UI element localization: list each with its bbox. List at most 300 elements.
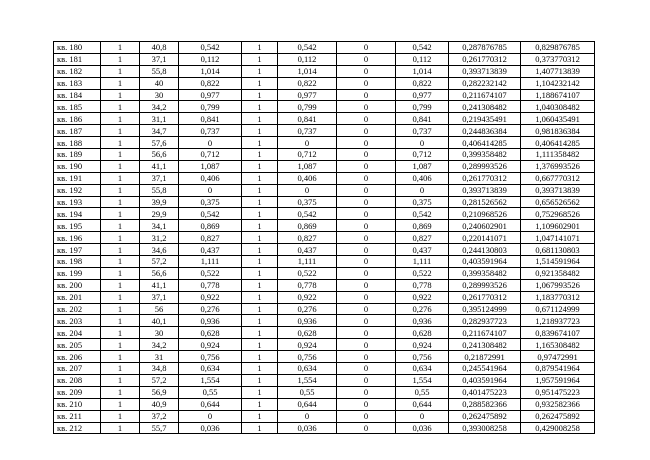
value3-cell: 0,542 [396,208,449,220]
apartment-label: кв. 190 [54,160,101,172]
value3-cell: 0 [396,137,449,149]
total-cell: 1,407713839 [521,65,595,77]
count-cell: 1 [101,65,140,77]
area-cell: 56 [140,303,179,315]
share-cell: 0,282937723 [449,315,521,327]
value2-cell: 0,375 [278,196,337,208]
zero-cell: 0 [337,160,396,172]
area-cell: 39,9 [140,196,179,208]
count-cell: 1 [101,363,140,375]
area-cell: 55,8 [140,65,179,77]
apartment-label: кв. 183 [54,77,101,89]
coef-cell: 1 [242,410,278,422]
table-row [54,172,595,184]
value-cell: 0,276 [179,303,242,315]
share-cell: 0,219435491 [449,113,521,125]
apartment-label: кв. 204 [54,327,101,339]
area-cell: 37,1 [140,53,179,65]
zero-cell: 0 [337,386,396,398]
value-cell: 0,406 [179,172,242,184]
area-cell: 31 [140,351,179,363]
value3-cell: 0,977 [396,89,449,101]
table-row [54,422,595,434]
total-cell: 0,752968526 [521,208,595,220]
table-row [54,113,595,125]
total-cell: 1,165308482 [521,339,595,351]
value-cell: 1,014 [179,65,242,77]
coef-cell: 1 [242,267,278,279]
total-cell: 1,514591964 [521,256,595,268]
table-row [54,363,595,375]
value-cell: 0,522 [179,267,242,279]
count-cell: 1 [101,256,140,268]
value2-cell: 0,542 [278,208,337,220]
total-cell: 0,656526562 [521,196,595,208]
total-cell: 0,932582366 [521,398,595,410]
share-cell: 0,281526562 [449,196,521,208]
zero-cell: 0 [337,291,396,303]
apartment-label: кв. 208 [54,374,101,386]
area-cell: 34,7 [140,125,179,137]
area-cell: 56,6 [140,267,179,279]
value2-cell: 0,036 [278,422,337,434]
value-cell: 0,827 [179,232,242,244]
area-cell: 55,7 [140,422,179,434]
count-cell: 1 [101,149,140,161]
apartment-label: кв. 181 [54,53,101,65]
apartment-label: кв. 191 [54,172,101,184]
total-cell: 1,376993526 [521,160,595,172]
apartment-label: кв. 182 [54,65,101,77]
total-cell: 1,188674107 [521,89,595,101]
area-cell: 30 [140,327,179,339]
value3-cell: 0,437 [396,244,449,256]
share-cell: 0,21872991 [449,351,521,363]
share-cell: 0,262475892 [449,410,521,422]
value3-cell: 1,087 [396,160,449,172]
coef-cell: 1 [242,339,278,351]
count-cell: 1 [101,137,140,149]
count-cell: 1 [101,220,140,232]
apartment-label: кв. 196 [54,232,101,244]
value-cell: 0,922 [179,291,242,303]
count-cell: 1 [101,422,140,434]
value2-cell: 0 [278,410,337,422]
apartment-label: кв. 202 [54,303,101,315]
apartment-label: кв. 197 [54,244,101,256]
share-cell: 0,261770312 [449,53,521,65]
share-cell: 0,403591964 [449,256,521,268]
apartment-label: кв. 189 [54,149,101,161]
coef-cell: 1 [242,101,278,113]
value2-cell: 0,55 [278,386,337,398]
coef-cell: 1 [242,53,278,65]
total-cell: 1,111358482 [521,149,595,161]
total-cell: 0,951475223 [521,386,595,398]
total-cell: 0,667770312 [521,172,595,184]
value2-cell: 0,924 [278,339,337,351]
area-cell: 34,2 [140,339,179,351]
apartment-label: кв. 205 [54,339,101,351]
table-row [54,303,595,315]
apartment-label: кв. 207 [54,363,101,375]
value2-cell: 0,628 [278,327,337,339]
count-cell: 1 [101,53,140,65]
coef-cell: 1 [242,196,278,208]
apartment-label: кв. 194 [54,208,101,220]
value3-cell: 0,644 [396,398,449,410]
value-cell: 0,112 [179,53,242,65]
share-cell: 0,393713839 [449,65,521,77]
total-cell: 0,429008258 [521,422,595,434]
zero-cell: 0 [337,327,396,339]
count-cell: 1 [101,42,140,54]
area-cell: 34,1 [140,220,179,232]
value2-cell: 0,644 [278,398,337,410]
count-cell: 1 [101,184,140,196]
table-row [54,398,595,410]
area-cell: 57,2 [140,256,179,268]
table-row [54,267,595,279]
value-cell: 0 [179,410,242,422]
value-cell: 0,841 [179,113,242,125]
coef-cell: 1 [242,149,278,161]
zero-cell: 0 [337,149,396,161]
value2-cell: 0,827 [278,232,337,244]
apartment-label: кв. 206 [54,351,101,363]
area-cell: 37,1 [140,291,179,303]
total-cell: 1,040308482 [521,101,595,113]
value3-cell: 0,406 [396,172,449,184]
value2-cell: 0,778 [278,279,337,291]
count-cell: 1 [101,315,140,327]
value2-cell: 0,406 [278,172,337,184]
table-row [54,137,595,149]
zero-cell: 0 [337,279,396,291]
coef-cell: 1 [242,65,278,77]
area-cell: 41,1 [140,160,179,172]
count-cell: 1 [101,125,140,137]
zero-cell: 0 [337,42,396,54]
apartment-label: кв. 195 [54,220,101,232]
share-cell: 0,220141071 [449,232,521,244]
coef-cell: 1 [242,137,278,149]
value2-cell: 0,869 [278,220,337,232]
zero-cell: 0 [337,89,396,101]
table-row [54,374,595,386]
value3-cell: 0,799 [396,101,449,113]
table-row [54,220,595,232]
area-cell: 56,9 [140,386,179,398]
share-cell: 0,399358482 [449,267,521,279]
coef-cell: 1 [242,398,278,410]
zero-cell: 0 [337,351,396,363]
zero-cell: 0 [337,244,396,256]
count-cell: 1 [101,303,140,315]
value-cell: 0,712 [179,149,242,161]
coef-cell: 1 [242,279,278,291]
area-cell: 31,1 [140,113,179,125]
value3-cell: 0,542 [396,42,449,54]
value3-cell: 0,778 [396,279,449,291]
table-row [54,184,595,196]
value2-cell: 0,542 [278,42,337,54]
share-cell: 0,241308482 [449,339,521,351]
zero-cell: 0 [337,232,396,244]
value-cell: 0 [179,137,242,149]
value2-cell: 0,112 [278,53,337,65]
share-cell: 0,288582366 [449,398,521,410]
zero-cell: 0 [337,256,396,268]
zero-cell: 0 [337,113,396,125]
table-row [54,244,595,256]
coef-cell: 1 [242,303,278,315]
apartment-label: кв. 201 [54,291,101,303]
value-cell: 1,087 [179,160,242,172]
value2-cell: 1,111 [278,256,337,268]
count-cell: 1 [101,113,140,125]
value-cell: 1,111 [179,256,242,268]
value2-cell: 0,841 [278,113,337,125]
count-cell: 1 [101,410,140,422]
value-cell: 0,55 [179,386,242,398]
coef-cell: 1 [242,42,278,54]
table-row [54,339,595,351]
total-cell: 1,957591964 [521,374,595,386]
share-cell: 0,403591964 [449,374,521,386]
value3-cell: 0,737 [396,125,449,137]
zero-cell: 0 [337,339,396,351]
total-cell: 0,262475892 [521,410,595,422]
value-cell: 0,628 [179,327,242,339]
apartment-label: кв. 211 [54,410,101,422]
value3-cell: 0,628 [396,327,449,339]
value-cell: 0,822 [179,77,242,89]
count-cell: 1 [101,291,140,303]
share-cell: 0,261770312 [449,291,521,303]
value-cell: 0,936 [179,315,242,327]
total-cell: 1,067993526 [521,279,595,291]
total-cell: 0,681130803 [521,244,595,256]
zero-cell: 0 [337,398,396,410]
value3-cell: 0,276 [396,303,449,315]
share-cell: 0,245541964 [449,363,521,375]
total-cell: 0,829876785 [521,42,595,54]
coef-cell: 1 [242,315,278,327]
value3-cell: 0,634 [396,363,449,375]
share-cell: 0,244836384 [449,125,521,137]
count-cell: 1 [101,279,140,291]
value2-cell: 0,977 [278,89,337,101]
share-cell: 0,401475223 [449,386,521,398]
area-cell: 57,2 [140,374,179,386]
count-cell: 1 [101,101,140,113]
total-cell: 0,921358482 [521,267,595,279]
table-body [54,42,595,434]
table-row [54,386,595,398]
value-cell: 0,924 [179,339,242,351]
table-row [54,315,595,327]
value3-cell: 0,869 [396,220,449,232]
count-cell: 1 [101,327,140,339]
table-row [54,410,595,422]
apartment-label: кв. 209 [54,386,101,398]
total-cell: 0,839674107 [521,327,595,339]
zero-cell: 0 [337,53,396,65]
share-cell: 0,393713839 [449,184,521,196]
coef-cell: 1 [242,125,278,137]
count-cell: 1 [101,267,140,279]
table-row [54,89,595,101]
coef-cell: 1 [242,232,278,244]
table-row [54,42,595,54]
coef-cell: 1 [242,244,278,256]
table-row [54,208,595,220]
value2-cell: 0,712 [278,149,337,161]
table-row [54,279,595,291]
total-cell: 0,406414285 [521,137,595,149]
value3-cell: 0,756 [396,351,449,363]
value2-cell: 0,276 [278,303,337,315]
apartment-label: кв. 212 [54,422,101,434]
share-cell: 0,282232142 [449,77,521,89]
share-cell: 0,211674107 [449,89,521,101]
apartment-label: кв. 187 [54,125,101,137]
value-cell: 0,437 [179,244,242,256]
total-cell: 1,218937723 [521,315,595,327]
coef-cell: 1 [242,77,278,89]
value2-cell: 1,014 [278,65,337,77]
area-cell: 57,6 [140,137,179,149]
value3-cell: 0 [396,410,449,422]
table-row [54,149,595,161]
value-cell: 0 [179,184,242,196]
value3-cell: 0,841 [396,113,449,125]
count-cell: 1 [101,398,140,410]
count-cell: 1 [101,77,140,89]
value3-cell: 0,522 [396,267,449,279]
area-cell: 30 [140,89,179,101]
zero-cell: 0 [337,410,396,422]
table-row [54,53,595,65]
share-cell: 0,211674107 [449,327,521,339]
area-cell: 34,2 [140,101,179,113]
count-cell: 1 [101,196,140,208]
area-cell: 34,6 [140,244,179,256]
share-cell: 0,210968526 [449,208,521,220]
area-cell: 55,8 [140,184,179,196]
coef-cell: 1 [242,160,278,172]
area-cell: 31,2 [140,232,179,244]
value3-cell: 0,936 [396,315,449,327]
zero-cell: 0 [337,220,396,232]
area-cell: 41,1 [140,279,179,291]
table-row [54,160,595,172]
value2-cell: 1,554 [278,374,337,386]
value2-cell: 0,437 [278,244,337,256]
zero-cell: 0 [337,184,396,196]
coef-cell: 1 [242,386,278,398]
share-cell: 0,395124999 [449,303,521,315]
coef-cell: 1 [242,208,278,220]
total-cell: 0,97472991 [521,351,595,363]
value3-cell: 0,55 [396,386,449,398]
apartment-label: кв. 200 [54,279,101,291]
share-cell: 0,261770312 [449,172,521,184]
share-cell: 0,244130803 [449,244,521,256]
value-cell: 0,542 [179,42,242,54]
value-cell: 0,737 [179,125,242,137]
total-cell: 0,981836384 [521,125,595,137]
zero-cell: 0 [337,101,396,113]
total-cell: 1,047141071 [521,232,595,244]
table-row [54,77,595,89]
share-cell: 0,240602901 [449,220,521,232]
table-row [54,327,595,339]
share-cell: 0,406414285 [449,137,521,149]
zero-cell: 0 [337,77,396,89]
share-cell: 0,393008258 [449,422,521,434]
area-cell: 40,8 [140,42,179,54]
value2-cell: 0,756 [278,351,337,363]
total-cell: 1,109602901 [521,220,595,232]
area-cell: 40,9 [140,398,179,410]
value3-cell: 0,822 [396,77,449,89]
area-cell: 37,2 [140,410,179,422]
value3-cell: 0,924 [396,339,449,351]
zero-cell: 0 [337,374,396,386]
count-cell: 1 [101,208,140,220]
table-row [54,291,595,303]
count-cell: 1 [101,160,140,172]
zero-cell: 0 [337,172,396,184]
area-cell: 40,1 [140,315,179,327]
value-cell: 0,542 [179,208,242,220]
share-cell: 0,287876785 [449,42,521,54]
value-cell: 0,644 [179,398,242,410]
share-cell: 0,289993526 [449,279,521,291]
share-cell: 0,289993526 [449,160,521,172]
apartment-label: кв. 193 [54,196,101,208]
table-row [54,196,595,208]
table-row [54,256,595,268]
zero-cell: 0 [337,137,396,149]
value-cell: 0,375 [179,196,242,208]
value2-cell: 0,737 [278,125,337,137]
table-row [54,351,595,363]
value-cell: 0,634 [179,363,242,375]
apartment-label: кв. 198 [54,256,101,268]
apartment-data-table [53,41,595,434]
value2-cell: 0 [278,184,337,196]
total-cell: 0,879541964 [521,363,595,375]
value-cell: 0,799 [179,101,242,113]
coef-cell: 1 [242,89,278,101]
total-cell: 0,393713839 [521,184,595,196]
zero-cell: 0 [337,422,396,434]
table-row [54,232,595,244]
coef-cell: 1 [242,220,278,232]
value3-cell: 1,554 [396,374,449,386]
zero-cell: 0 [337,125,396,137]
coef-cell: 1 [242,363,278,375]
coef-cell: 1 [242,327,278,339]
table-row [54,125,595,137]
value3-cell: 1,014 [396,65,449,77]
count-cell: 1 [101,244,140,256]
value2-cell: 1,087 [278,160,337,172]
count-cell: 1 [101,374,140,386]
